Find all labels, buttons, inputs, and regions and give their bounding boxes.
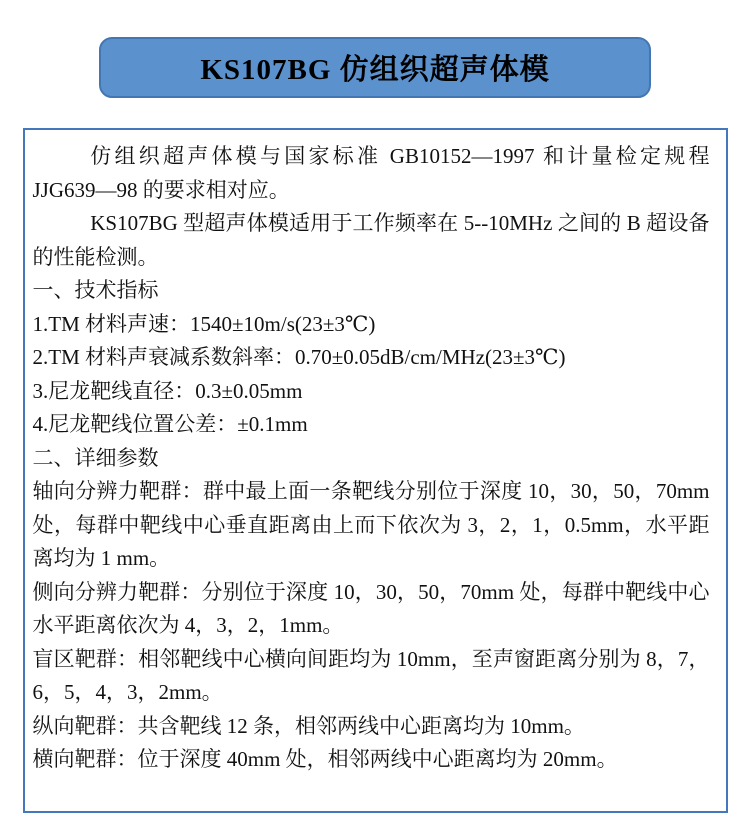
detail-param-lateral-resolution: 侧向分辨力靶群：分别位于深度 10，30，50，70mm 处，每群中靶线中心水平距离依次为 4，3，2，1mm。 [32,579,710,637]
detail-param-dead-zone: 盲区靶群：相邻靶线中心横向间距均为 10mm，至声窗距离分别为 8，7，6，5，4，3，2mm。 [32,646,710,704]
tech-spec-target-diameter: 3.尼龙靶线直径：0.3±0.05mm [32,378,303,403]
page-title: KS107BG 仿组织超声体模 [200,54,550,86]
section-heading-tech-specs: 一、技术指标 [32,278,159,302]
tech-spec-position-tolerance: 4.尼龙靶线位置公差：±0.1mm [32,412,308,436]
content-box [23,128,728,813]
detail-param-transverse-group: 横向靶群：位于深度 40mm 处，相邻两线中心距离均为 20mm。 [32,747,618,771]
tech-spec-sound-speed: 1.TM 材料声速：1540±10m/s(23±3℃) [32,311,376,336]
intro-paragraph-standards: 仿组织超声体模与国家标准 GB10152—1997 和计量检定规程 JJG639—98 的要求相对应。 [32,144,710,202]
tech-spec-attenuation: 2.TM 材料声衰减系数斜率：0.70±0.05dB/cm/MHz(23±3℃) [32,345,566,369]
detail-param-axial-resolution: 轴向分辨力靶群：群中最上面一条靶线分别位于深度 10，30，50，70mm 处，每群中靶线中心垂直距离由上而下依次为 3，2，1，0.5mm，水平距离均为 1 mm。 [32,479,710,570]
section-heading-detail-params: 二、详细参数 [32,445,159,470]
intro-paragraph-application: KS107BG 型超声体模适用于工作频率在 5--10MHz 之间的 B 超设备的性能检测。 [32,211,710,269]
title-banner [99,37,651,98]
detail-param-longitudinal-group: 纵向靶群：共含靶线 12 条，相邻两线中心距离均为 10mm。 [32,713,585,738]
